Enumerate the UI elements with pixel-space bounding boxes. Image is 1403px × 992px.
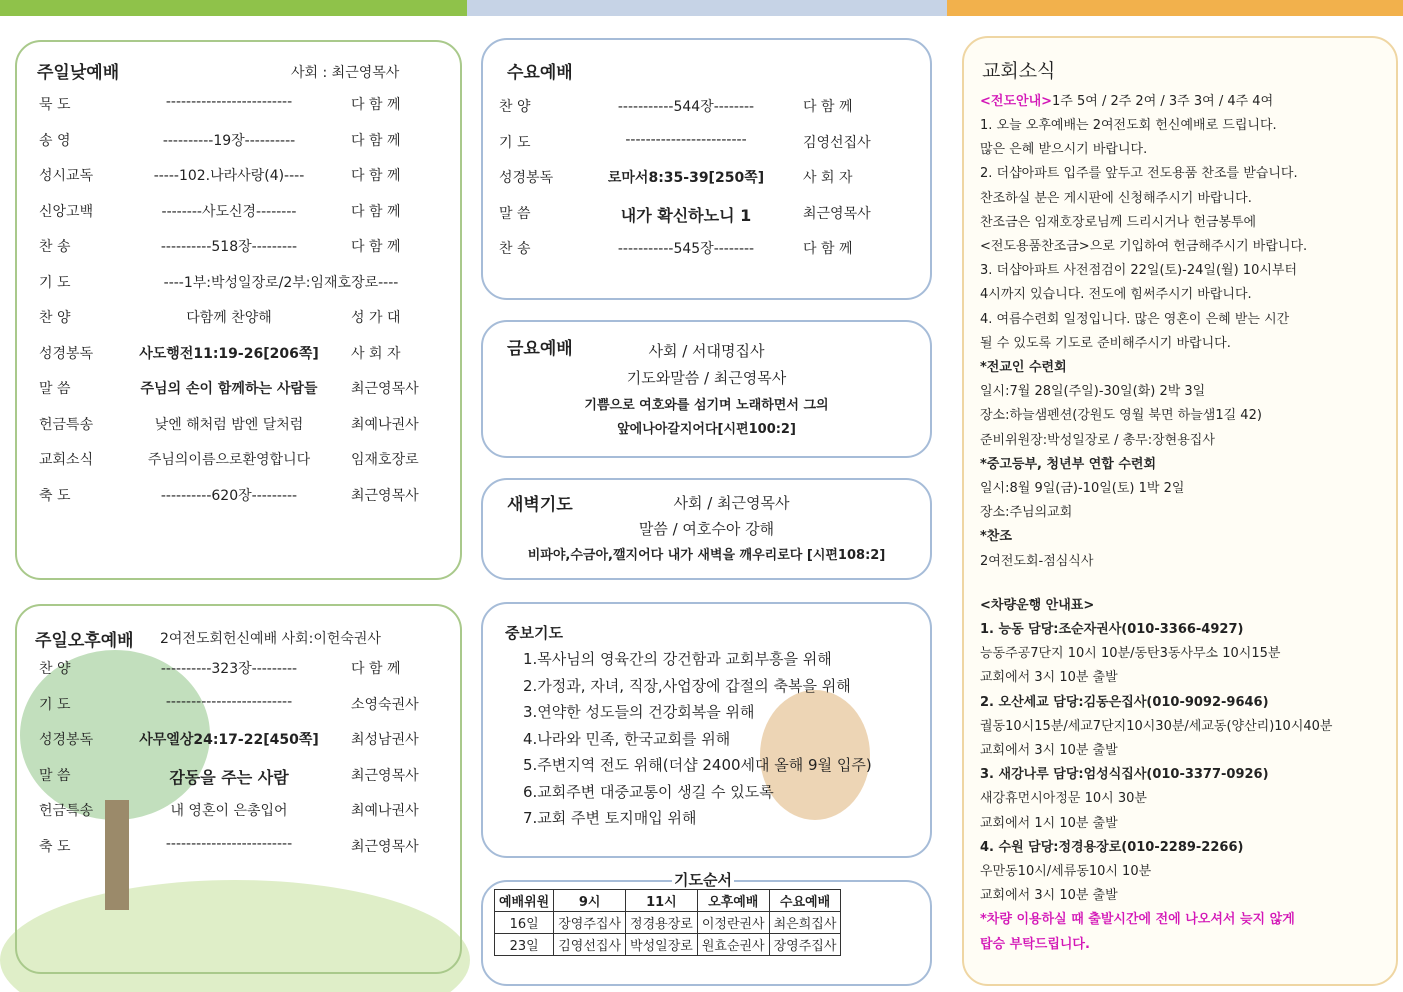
order-mid: 사도행전11:19-26[206쪽] bbox=[139, 345, 319, 362]
panel-title: 수요예배 bbox=[507, 63, 573, 83]
order-right: 김영선집사 bbox=[803, 134, 871, 151]
table-row bbox=[495, 934, 841, 956]
vehicle-notice: 탑승 부탁드립니다. bbox=[980, 936, 1090, 952]
order-label: 기 도 bbox=[39, 696, 71, 713]
order-label: 교회소식 bbox=[39, 452, 94, 468]
order-label: 성경봉독 bbox=[499, 170, 554, 186]
order-row bbox=[17, 130, 460, 154]
news-line: <전도용품찬조금>으로 기입하여 헌금해주시기 바랍니다. bbox=[980, 239, 1308, 254]
news-line: 장소:하늘샘펜션(강원도 영월 북면 하늘샘1길 42) bbox=[980, 408, 1262, 424]
vehicle-depart: 교회에서 3시 10분 출발 bbox=[980, 888, 1118, 904]
order-right: 다 함 께 bbox=[351, 168, 401, 184]
table-cell: 최은희집사 bbox=[769, 912, 841, 934]
dawn-prayer-panel bbox=[481, 478, 932, 580]
order-mid: 내가 확신하노니 1 bbox=[620, 205, 752, 225]
evangelism-tag: <전도안내> bbox=[980, 94, 1053, 109]
order-label: 성시교독 bbox=[39, 168, 94, 184]
panel-title: 금요예배 bbox=[507, 339, 573, 359]
text-line: 비파야,수금아,깰지어다 내가 새벽을 깨우리로다 [시편108:2] bbox=[527, 548, 886, 563]
order-mid: 다함께 찬양해 bbox=[186, 310, 272, 326]
vehicle-route: 궐동10시15분/세교7단지10시30분/세교동(양산리)10시40분 bbox=[980, 718, 1333, 734]
vehicle-depart: 교회에서 1시 10분 출발 bbox=[980, 815, 1118, 831]
news-line: 4. 여름수련회 일정입니다. 많은 영혼이 은혜 받는 시간 bbox=[980, 311, 1290, 327]
order-row bbox=[17, 378, 460, 402]
order-right: 다 함 께 bbox=[803, 241, 853, 257]
text-line: 말씀 / 여호수아 강해 bbox=[638, 520, 775, 538]
order-right: 최근영목사 bbox=[351, 767, 419, 784]
sunday-morning-panel bbox=[15, 40, 462, 580]
order-mid: ----------620장--------- bbox=[160, 487, 298, 504]
vehicle-head: 4. 수원 담당:정경용장로(010-2289-2266) bbox=[980, 839, 1244, 855]
table-cell: 16일 bbox=[495, 912, 554, 934]
order-label: 말 씀 bbox=[499, 205, 531, 222]
order-mid: -----------544장-------- bbox=[617, 99, 755, 115]
order-mid: 사무엘상24:17-22[450쪽] bbox=[139, 732, 319, 748]
subtitle: 2여전도회헌신예배 사회:이헌숙권사 bbox=[160, 631, 381, 647]
order-row bbox=[17, 343, 460, 367]
order-row bbox=[483, 132, 930, 156]
order-label: 말 씀 bbox=[39, 381, 71, 397]
prayer-item: 7.교회 주변 토지매입 위해 bbox=[523, 809, 697, 827]
text-line: 사회 / 서대명집사 bbox=[648, 342, 765, 360]
order-row bbox=[483, 96, 930, 120]
order-right: 최근영목사 bbox=[351, 838, 419, 855]
top-bar-green bbox=[0, 0, 467, 16]
order-row bbox=[483, 238, 930, 262]
sunday-afternoon-panel bbox=[15, 604, 462, 974]
prayer-item: 2.가정과, 자녀, 직장,사업장에 갑절의 축복을 위해 bbox=[523, 676, 851, 695]
order-label: 헌금특송 bbox=[39, 416, 94, 433]
prayer-item: 5.주변지역 전도 위해(더샵 2400세대 올해 9월 입주) bbox=[523, 756, 872, 774]
order-mid: 주님의이름으로환영합니다 bbox=[147, 452, 311, 468]
news-line: 3. 더샵아파트 사전점검이 22일(토)-24일(월) 10시부터 bbox=[980, 263, 1298, 279]
order-mid: ------------------------- bbox=[165, 835, 293, 852]
order-right: 최예나권사 bbox=[351, 803, 419, 819]
order-row bbox=[17, 449, 460, 473]
vehicle-depart: 교회에서 3시 10분 출발 bbox=[980, 670, 1118, 686]
order-right: 다 함 께 bbox=[351, 661, 401, 677]
order-row bbox=[17, 201, 460, 225]
news-line: 찬조금은 임재호장로님께 드리시거나 헌금봉투에 bbox=[980, 214, 1257, 230]
order-row bbox=[17, 658, 460, 682]
panel-title: 주일낮예배 bbox=[37, 63, 120, 83]
order-label: 찬 송 bbox=[499, 241, 531, 257]
order-row bbox=[17, 485, 460, 509]
order-label: 헌금특송 bbox=[39, 803, 94, 819]
text-line: 기도와말씀 / 최근영목사 bbox=[626, 369, 787, 387]
order-right: 사 회 자 bbox=[803, 170, 853, 186]
news-line: 1. 오늘 오후예배는 2여전도회 헌신예배로 드립니다. bbox=[980, 118, 1277, 133]
table-cell: 김영선집사 bbox=[554, 934, 626, 956]
order-mid: ------------------------ bbox=[625, 131, 747, 148]
table-header-cell: 11시 bbox=[626, 890, 698, 912]
news-line: 많은 은혜 받으시기 바랍니다. bbox=[980, 142, 1148, 158]
prayer-item: 1.목사님의 영육간의 강건함과 교회부흥을 위해 bbox=[523, 650, 832, 668]
order-right: 최근영목사 bbox=[351, 381, 419, 397]
order-right: 다 함 께 bbox=[351, 132, 401, 149]
order-row bbox=[17, 800, 460, 824]
donation-title: *찬조 bbox=[980, 529, 1012, 545]
prayer-item: 4.나라와 민족, 한국교회를 위해 bbox=[523, 729, 731, 748]
text-line: 사회 / 최근영목사 bbox=[673, 494, 790, 512]
order-label: 찬 양 bbox=[39, 661, 71, 677]
vehicle-route: 우만동10시/세류동10시 10분 bbox=[980, 864, 1152, 879]
news-line: 일시:8월 9일(금)-10일(토) 1박 2일 bbox=[980, 481, 1185, 496]
order-row bbox=[17, 836, 460, 860]
vehicle-depart: 교회에서 3시 10분 출발 bbox=[980, 743, 1118, 758]
order-right: 최근영목사 bbox=[803, 205, 871, 222]
vehicle-head: 2. 오산세교 담당:김동은집사(010-9092-9646) bbox=[980, 694, 1269, 710]
order-row bbox=[17, 165, 460, 189]
order-mid: ----------19장---------- bbox=[162, 132, 296, 149]
news-line: 장소:주님의교회 bbox=[980, 505, 1073, 521]
news-line: 일시:7월 28일(주일)-30일(화) 2박 3일 bbox=[980, 384, 1206, 400]
order-row bbox=[17, 94, 460, 118]
table-header-cell: 예배위원 bbox=[495, 890, 554, 912]
order-right: 다 함 께 bbox=[803, 99, 853, 115]
table-cell: 이정란권사 bbox=[697, 912, 769, 934]
order-mid: ----------518장--------- bbox=[160, 239, 298, 255]
news-line: 4시까지 있습니다. 전도에 힘써주시기 바랍니다. bbox=[980, 287, 1252, 303]
order-row bbox=[17, 307, 460, 331]
news-line: 찬조하실 분은 게시판에 신청해주시기 바랍니다. bbox=[980, 190, 1252, 206]
order-label: 묵 도 bbox=[39, 97, 71, 113]
order-mid: 내 영혼이 은총입어 bbox=[170, 803, 288, 819]
news-line: 2. 더샵아파트 입주를 앞두고 전도용품 찬조를 받습니다. bbox=[980, 166, 1298, 182]
order-right: 소영숙권사 bbox=[351, 696, 419, 713]
order-right: 최성남권사 bbox=[351, 732, 419, 748]
order-mid: 감동을 주는 사람 bbox=[169, 767, 289, 787]
order-mid: ------------------------- bbox=[165, 94, 293, 110]
order-label: 성경봉독 bbox=[39, 345, 94, 362]
news-line: 될 수 있도록 기도로 준비해주시기 바랍니다. bbox=[980, 335, 1231, 351]
friday-panel bbox=[481, 320, 932, 458]
order-row bbox=[17, 414, 460, 438]
order-label: 말 씀 bbox=[39, 767, 71, 784]
order-label: 찬 양 bbox=[39, 310, 71, 326]
table-cell: 원효순권사 bbox=[697, 934, 769, 956]
table-cell: 장영주집사 bbox=[554, 912, 626, 934]
prayer-item: 6.교회주변 대중교통이 생길 수 있도록 bbox=[523, 782, 774, 801]
prayer-item: 3.연약한 성도들의 건강회복을 위해 bbox=[523, 703, 755, 721]
table-cell: 장영주집사 bbox=[769, 934, 841, 956]
order-row bbox=[17, 765, 460, 789]
order-mid: --------사도신경-------- bbox=[161, 203, 297, 220]
order-mid: -----------545장-------- bbox=[617, 241, 755, 257]
text-line: 기쁨으로 여호와를 섬기며 노래하면서 그의 bbox=[584, 398, 829, 413]
table-cell: 23일 bbox=[495, 934, 554, 956]
order-label: 기 도 bbox=[39, 274, 71, 291]
table-header-cell: 수요예배 bbox=[769, 890, 841, 912]
top-bar-orange bbox=[947, 0, 1403, 16]
order-label: 축 도 bbox=[39, 838, 71, 855]
prayer-order-table bbox=[494, 889, 841, 956]
evangelism-text: 1주 5여 / 2주 2여 / 3주 3여 / 4주 4여 bbox=[1052, 94, 1274, 109]
table-cell: 정경용장로 bbox=[626, 912, 698, 934]
order-label: 축 도 bbox=[39, 487, 71, 504]
retreat-title: *중고등부, 청년부 연합 수련회 bbox=[980, 456, 1157, 472]
panel-title: 주일오후예배 bbox=[35, 631, 134, 651]
order-right: 임재호장로 bbox=[351, 452, 419, 468]
news-title: 교회소식 bbox=[982, 60, 1056, 82]
order-label: 찬 송 bbox=[39, 239, 71, 255]
order-mid: ----------323장--------- bbox=[160, 661, 298, 677]
order-right: 최근영목사 bbox=[351, 487, 419, 504]
order-mid: ------------------------- bbox=[165, 693, 293, 710]
evangelism-line bbox=[980, 90, 1273, 109]
table-header-cell: 오후예배 bbox=[697, 890, 769, 912]
order-mid: 주님의 손이 함께하는 사람들 bbox=[140, 381, 318, 397]
order-right: 최예나권사 bbox=[351, 416, 419, 433]
table-header-cell: 9시 bbox=[554, 890, 626, 912]
order-label: 성경봉독 bbox=[39, 732, 94, 748]
vehicle-title: <차량운행 안내표> bbox=[980, 597, 1095, 613]
order-mid: 낮엔 해처럼 밤엔 달처럼 bbox=[154, 416, 304, 433]
order-row bbox=[17, 729, 460, 753]
vehicle-head: 1. 능동 담당:조순자권사(010-3366-4927) bbox=[980, 622, 1244, 637]
order-label: 송 영 bbox=[39, 132, 71, 149]
order-mid: -----102.나라사랑(4)---- bbox=[153, 168, 305, 184]
news-line: 2여전도회-점심식사 bbox=[980, 553, 1094, 569]
order-right: 사 회 자 bbox=[351, 345, 401, 362]
panel-title: 중보기도 bbox=[505, 624, 563, 642]
order-mid: ----1부:박성일장로/2부:임재호장로---- bbox=[163, 274, 399, 291]
order-right: 성 가 대 bbox=[351, 310, 401, 326]
order-row bbox=[17, 694, 460, 718]
order-row bbox=[17, 236, 460, 260]
table-cell: 박성일장로 bbox=[626, 934, 698, 956]
order-label: 기 도 bbox=[499, 134, 531, 151]
order-row bbox=[17, 272, 460, 296]
table-row bbox=[495, 912, 841, 934]
wednesday-panel bbox=[481, 38, 932, 300]
presider: 사회 : 최근영목사 bbox=[291, 65, 400, 81]
prayer-order-title: 기도순서 bbox=[674, 871, 732, 889]
text-line: 앞에나아갈지어다[시편100:2] bbox=[617, 422, 796, 437]
order-label: 찬 양 bbox=[499, 99, 531, 115]
vehicle-route: 능동주공7단지 10시 10분/동탄3동사무소 10시15분 bbox=[980, 646, 1281, 662]
order-right: 다 함 께 bbox=[351, 97, 401, 113]
order-row bbox=[483, 203, 930, 227]
news-line: 준비위원장:박성일장로 / 총무:장현용집사 bbox=[980, 432, 1215, 448]
retreat-title: *전교인 수련회 bbox=[980, 360, 1067, 375]
panel-title: 새벽기도 bbox=[507, 495, 573, 515]
order-right: 다 함 께 bbox=[351, 239, 401, 255]
intercession-panel bbox=[481, 602, 932, 858]
vehicle-notice: *차량 이용하실 때 출발시간에 전에 나오셔서 늦지 않게 bbox=[980, 912, 1295, 928]
order-mid: 로마서8:35-39[250쪽] bbox=[607, 170, 765, 186]
order-row bbox=[483, 167, 930, 191]
order-label: 신앙고백 bbox=[39, 203, 94, 220]
table-header-row bbox=[495, 890, 841, 912]
order-right: 다 함 께 bbox=[351, 203, 401, 220]
top-bar-blue bbox=[467, 0, 947, 16]
vehicle-head: 3. 새강나루 담당:엄성식집사(010-3377-0926) bbox=[980, 767, 1269, 783]
vehicle-route: 새강휴먼시아정문 10시 30분 bbox=[980, 791, 1147, 807]
